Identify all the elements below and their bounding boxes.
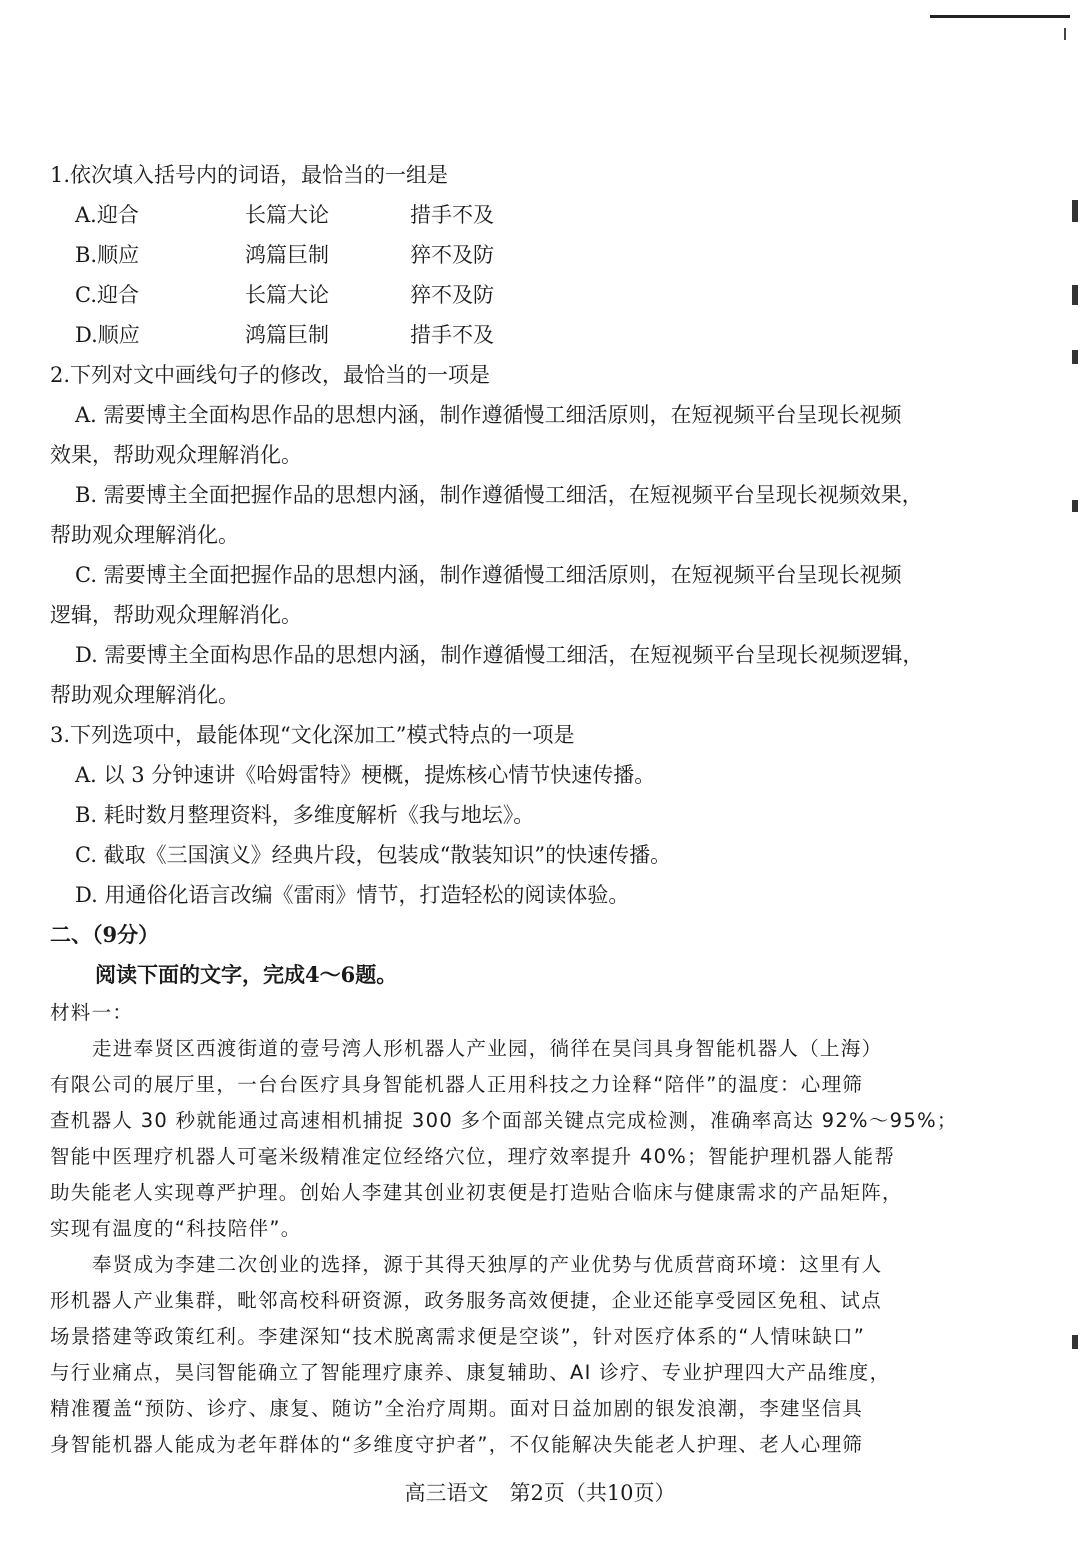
material-label: 材料一： <box>50 1001 134 1024</box>
option-letter: C. <box>75 283 97 307</box>
reading-instruction: 阅读下面的文字，完成4～6题。 <box>95 962 398 987</box>
edge-mark <box>1072 350 1078 364</box>
option-letter: B. <box>75 243 98 267</box>
option-letter: D. <box>75 323 98 347</box>
q2-option-b-line2: 帮助观众理解消化。 <box>50 523 239 547</box>
option-word: 鸿篇巨制 <box>245 243 329 267</box>
option-word: 顺应 <box>97 323 140 347</box>
exam-content <box>50 155 958 1463</box>
q1-option-d <box>50 315 910 355</box>
option-word: 猝不及防 <box>410 283 494 307</box>
q2-option-d-line1: D. 需要博主全面构思作品的思想内涵，制作遵循慢工细活，在短视频平台呈现长视频逻辑， <box>75 643 924 667</box>
paragraph-line: 场景搭建等政策红利。李建深知“技术脱离需求便是空谈”，针对医疗体系的“人情味缺口” <box>50 1325 866 1348</box>
paragraph-line: 助失能老人实现尊严护理。创始人李建其创业初衷便是打造贴合临床与健康需求的产品矩阵， <box>50 1181 903 1204</box>
material-one <box>50 995 958 1463</box>
option-word: 长篇大论 <box>245 283 329 307</box>
option-word: 迎合 <box>96 203 139 227</box>
option-word: 顺应 <box>97 243 140 267</box>
edge-mark <box>1072 285 1078 305</box>
q2-option-a-line1: A. 需要博主全面构思作品的思想内涵，制作遵循慢工细活原则，在短视频平台呈现长视频 <box>75 403 902 427</box>
section-2-heading: 二、（9分） <box>50 922 160 947</box>
paragraph-line: 走进奉贤区西渡街道的壹号湾人形机器人产业园，徜徉在昊闫具身智能机器人（上海） <box>92 1037 883 1060</box>
page-footer: 高三语文 第2页（共10页） <box>404 1481 676 1505</box>
top-rule <box>930 15 1070 18</box>
paragraph-line: 形机器人产业集群，毗邻高校科研资源，政务服务高效便捷，企业还能享受园区免租、试点 <box>50 1289 883 1312</box>
edge-mark <box>1072 200 1078 222</box>
option-word: 措手不及 <box>410 203 494 227</box>
paragraph-line: 精准覆盖“预防、诊疗、康复、随访”全治疗周期。面对日益加剧的银发浪潮，李建坚信具 <box>50 1397 864 1420</box>
q3-option-a: A. 以 3 分钟速讲《哈姆雷特》梗概，提炼核心情节快速传播。 <box>75 763 656 787</box>
option-word: 措手不及 <box>410 323 494 347</box>
option-word: 鸿篇巨制 <box>245 323 329 347</box>
paragraph-line: 与行业痛点，昊闫智能确立了智能理疗康养、康复辅助、AI 诊疗、专业护理四大产品维度， <box>50 1361 891 1384</box>
q3-option-c: C. 截取《三国演义》经典片段，包装成“散装知识”的快速传播。 <box>75 843 672 867</box>
q2-option-c-line2: 逻辑，帮助观众理解消化。 <box>50 603 302 627</box>
q3-option-d: D. 用通俗化语言改编《雷雨》情节，打造轻松的阅读体验。 <box>75 883 630 907</box>
paragraph-line: 有限公司的展厅里，一台台医疗具身智能机器人正用科技之力诠释“陪伴”的温度：心理筛 <box>50 1073 864 1096</box>
q2-option-a-line2: 效果，帮助观众理解消化。 <box>50 443 302 467</box>
paragraph-line: 查机器人 30 秒就能通过高速相机捕捉 300 多个面部关键点完成检测，准确率高达 92%～95%； <box>50 1109 958 1132</box>
corner-tick <box>1064 28 1066 40</box>
q1-option-b <box>50 235 910 275</box>
paragraph-line: 智能中医理疗机器人可毫米级精准定位经络穴位，理疗效率提升 40%；智能护理机器人能帮 <box>50 1145 896 1168</box>
q2-option-c-line1: C. 需要博主全面把握作品的思想内涵，制作遵循慢工细活原则，在短视频平台呈现长视频 <box>75 563 902 587</box>
q2-stem: 2.下列对文中画线句子的修改，最恰当的一项是 <box>50 363 491 387</box>
option-letter: A. <box>75 203 97 227</box>
q1-option-a <box>50 195 910 235</box>
q3-stem: 3.下列选项中，最能体现“文化深加工”模式特点的一项是 <box>50 723 575 747</box>
option-word: 长篇大论 <box>245 203 329 227</box>
paragraph-line: 奉贤成为李建二次创业的选择，源于其得天独厚的产业优势与优质营商环境：这里有人 <box>92 1253 883 1276</box>
q1-stem: 1.依次填入括号内的词语，最恰当的一组是 <box>50 163 449 187</box>
q2-option-b-line1: B. 需要博主全面把握作品的思想内涵，制作遵循慢工细活，在短视频平台呈现长视频效果， <box>75 483 923 507</box>
edge-mark <box>1072 1335 1078 1349</box>
paragraph-line: 实现有温度的“科技陪伴”。 <box>50 1217 302 1240</box>
edge-mark <box>1072 500 1078 512</box>
paragraph-line: 身智能机器人能成为老年群体的“多维度守护者”，不仅能解决失能老人护理、老人心理筛 <box>50 1433 864 1456</box>
q3-option-b: B. 耗时数月整理资料，多维度解析《我与地坛》。 <box>75 803 535 827</box>
option-word: 猝不及防 <box>410 243 494 267</box>
option-word: 迎合 <box>97 283 139 307</box>
q2-option-d-line2: 帮助观众理解消化。 <box>50 683 239 707</box>
q1-option-c <box>50 275 910 315</box>
